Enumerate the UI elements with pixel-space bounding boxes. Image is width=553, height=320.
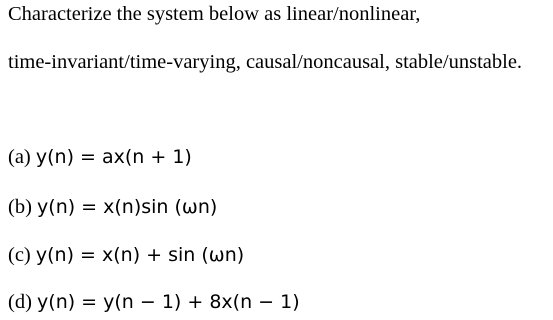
equation-b-expression: y(n) = x(n)sin (ωn) [37, 196, 218, 218]
problem-statement-line-1: Characterize the system below as linear/nonlinear, [8, 3, 421, 25]
equation-a-label: (a) [8, 146, 31, 168]
equation-a-expression: y(n) = ax(n + 1) [35, 146, 192, 168]
equation-b-label: (b) [8, 196, 32, 218]
equation-b [8, 197, 217, 218]
equation-d-label: (d) [8, 291, 32, 313]
problem-statement-line-2: time-invariant/time-varying, causal/noncausal, stable/unstable. [8, 51, 523, 73]
equation-a [8, 147, 192, 168]
equation-c-label: (c) [8, 244, 31, 266]
equation-c-expression: y(n) = x(n) + sin (ωn) [35, 244, 245, 266]
equation-d-expression: y(n) = y(n − 1) + 8x(n − 1) [37, 291, 300, 313]
equation-d [8, 292, 300, 313]
equation-c [8, 245, 244, 266]
